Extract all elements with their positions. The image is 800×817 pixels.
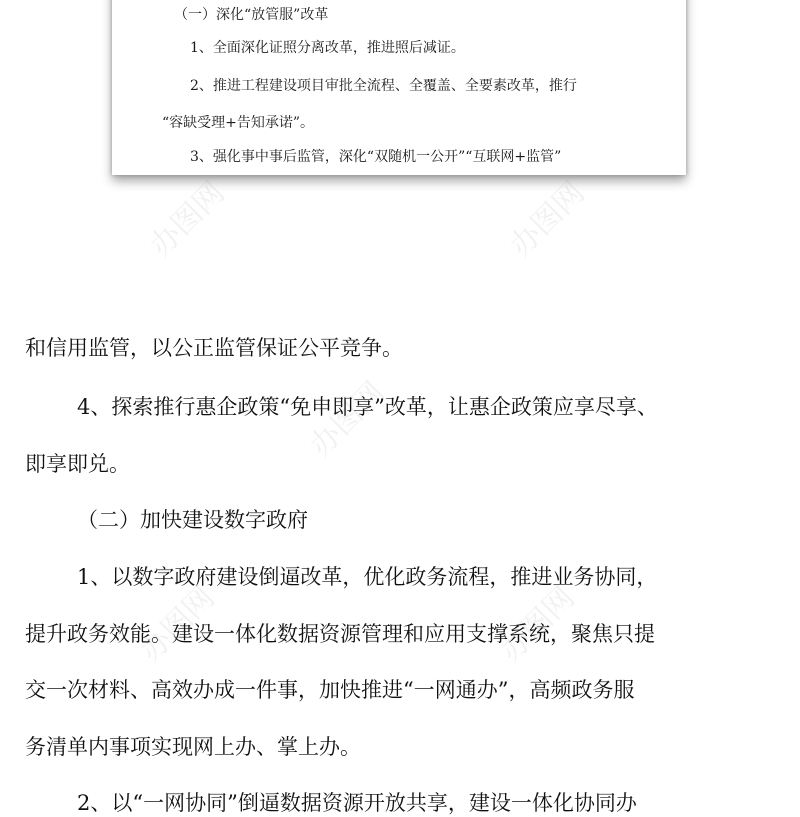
body-paragraph-line: 1、以数字政府建设倒逼改革，优化政务流程，推进业务协同， [77,565,658,589]
body-paragraph-line: 交一次材料、高效办成一件事，加快推进“一网通办”，高频政务服 [25,678,635,702]
watermark: 办图网 [133,580,222,669]
body-paragraph-line: 务清单内事项实现网上办、掌上办。 [25,735,361,759]
card-item-2-line-1: 2、推进工程建设项目审批全流程、全覆盖、全要素改革，推行 [190,78,577,94]
body-paragraph-line: 2、以“一网协同”倒逼数据资源开放共享，建设一体化协同办 [77,791,637,815]
document-preview-card [112,0,686,175]
card-section-heading: （一）深化“放管服”改革 [174,7,329,23]
section-heading: （二）加快建设数字政府 [77,508,308,532]
watermark: 办图网 [303,375,392,464]
body-paragraph-line: 即享即兑。 [25,452,130,476]
card-item-3: 3、强化事中事后监管，深化“双随机一公开”“互联网+监管” [190,149,562,165]
body-paragraph-line: 提升政务效能。建设一体化数据资源管理和应用支撑系统，聚焦只提 [25,622,655,646]
body-paragraph-line: 和信用监管，以公正监管保证公平竞争。 [25,336,403,360]
watermark: 办图网 [503,175,592,264]
card-item-1: 1、全面深化证照分离改革，推进照后减证。 [190,40,465,56]
card-item-2-line-2: “容缺受理+告知承诺”。 [162,115,315,131]
watermark: 办图网 [493,580,582,669]
watermark: 办图网 [143,175,232,264]
body-paragraph-line: 4、探索推行惠企政策“免申即享”改革，让惠企政策应享尽享、 [77,395,658,419]
